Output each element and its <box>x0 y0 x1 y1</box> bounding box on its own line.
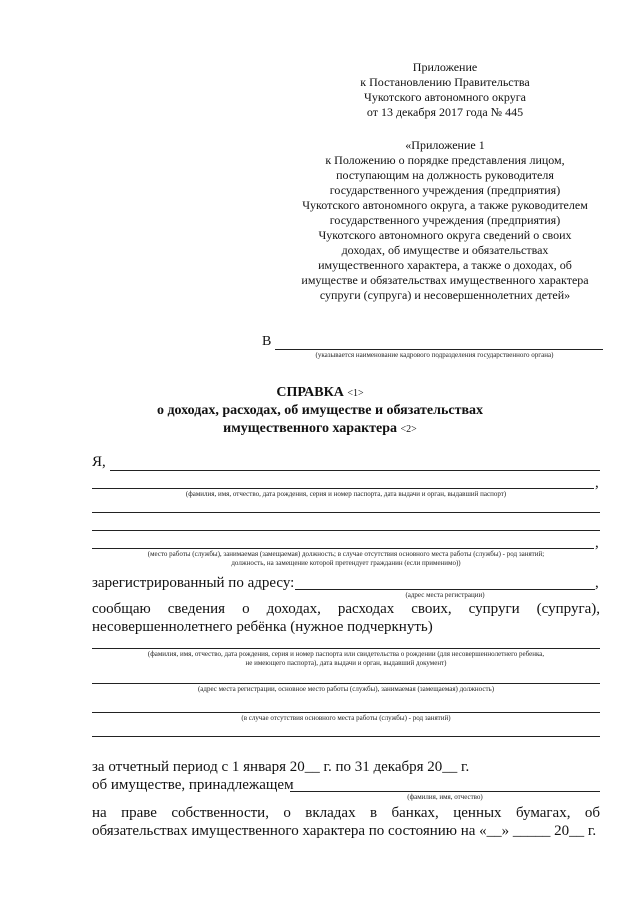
hint-address: (адрес места регистрации) <box>405 591 485 599</box>
work-field-1[interactable] <box>92 512 600 513</box>
document-title <box>0 384 640 402</box>
appendix-line: супруги (супруга) и несовершеннолетних детей» <box>319 288 571 302</box>
report-text: сообщаю сведения о доходах, расходах своих, супруги (супруга), <box>92 601 600 617</box>
appendix-line: поступающим на должность руководителя <box>336 168 554 182</box>
work-field-2[interactable] <box>92 530 600 531</box>
document-subtitle-2 <box>0 420 640 438</box>
period-text: за отчетный период с 1 января 20__ г. по 31 декабря 20__ г. <box>92 759 470 775</box>
family-occupation-field[interactable] <box>92 712 600 713</box>
hint-family-line: не имеющего паспорта), дата выдачи и орган, выдавший документ) <box>245 659 447 667</box>
appendix-line: Чукотского автономного округа, а также руководителем <box>302 198 588 212</box>
appendix-line: государственного учреждения (предприятия) <box>329 213 561 227</box>
ownership-text-2: обязательствах имущественного характера по состоянию на «__» _____ 20__ г. <box>92 823 597 839</box>
hint-work-line: (место работы (службы), занимаемая (замещаемая) должность; в случае отсутствия основного места работы (службы) - род занятий; <box>147 550 545 558</box>
family-fio-field[interactable] <box>92 648 600 649</box>
appendix-line: имуществе и обязательствах имущественного характера <box>301 273 589 287</box>
address-field[interactable] <box>295 589 595 590</box>
hint-work-line: должность, на замещение которой претендует гражданин (если применимо)) <box>231 559 461 567</box>
comma: , <box>595 575 599 591</box>
hint-family-work: (адрес места регистрации, основное место работы (службы), занимаемая (замещаемая) должность) <box>197 685 495 693</box>
document-subtitle: о доходах, расходах, об имуществе и обязательствах <box>156 403 484 418</box>
appendix-line: доходах, об имуществе и обязательствах <box>341 243 549 257</box>
appendix-reference <box>268 138 622 303</box>
appendix-header <box>270 60 620 120</box>
to-hint: (указывается наименование кадрового подразделения государственного органа) <box>315 351 554 359</box>
appendix-line: государственного учреждения (предприятия) <box>329 183 561 197</box>
property-label: об имуществе, принадлежащем <box>92 777 294 793</box>
comma: , <box>595 475 599 491</box>
appendix-line: от 13 декабря 2017 года № 445 <box>366 105 524 119</box>
hint-family-occupation: (в случае отсутствия основного места работы (службы) - род занятий) <box>241 714 451 722</box>
appendix-line: имущественного характера, а также о доходах, об <box>318 258 572 272</box>
to-label: В <box>262 334 272 349</box>
appendix-line: к Положению о порядке представления лицом, <box>325 153 565 167</box>
subtitle-text: имущественного характера <box>223 421 398 436</box>
hint-family <box>92 650 600 668</box>
hint-property-fio: (фамилия, имя, отчество) <box>407 793 483 801</box>
report-text-2: несовершеннолетнего ребёнка (нужное подчеркнуть) <box>92 619 433 635</box>
appendix-line: Чукотского автономного округа сведений о своих <box>318 228 572 242</box>
i-label: Я, <box>92 454 106 470</box>
hint-work <box>92 550 600 568</box>
comma: , <box>595 535 599 551</box>
appendix-line: «Приложение 1 <box>405 138 485 152</box>
ownership-text: на праве собственности, о вкладах в банках, ценных бумагах, об <box>92 805 600 821</box>
appendix-line: Чукотского автономного округа <box>364 90 526 104</box>
family-work-field[interactable] <box>92 683 600 684</box>
appendix-line: Приложение <box>412 60 478 74</box>
fio-field-2[interactable] <box>92 488 594 489</box>
fio-field-1[interactable] <box>110 470 600 471</box>
extra-field-1[interactable] <box>92 736 600 737</box>
registered-label: зарегистрированный по адресу: <box>92 575 295 591</box>
property-owner-field[interactable] <box>290 791 600 792</box>
hint-family-line: (фамилия, имя, отчество, дата рождения, серия и номер паспорта или свидетельства о рождении (для несовершеннолетнего ребенка, <box>147 650 545 658</box>
title-main: СПРАВКА <box>276 385 344 400</box>
appendix-line: к Постановлению Правительства <box>360 75 530 89</box>
to-department-field[interactable] <box>275 349 603 350</box>
footnote-ref-1[interactable]: <1> <box>347 388 364 399</box>
work-field-3[interactable] <box>92 548 594 549</box>
footnote-ref-2[interactable]: <2> <box>400 424 417 435</box>
hint-fio: (фамилия, имя, отчество, дата рождения, серия и номер паспорта, дата выдачи и орган, выдавший паспорт) <box>185 490 507 498</box>
